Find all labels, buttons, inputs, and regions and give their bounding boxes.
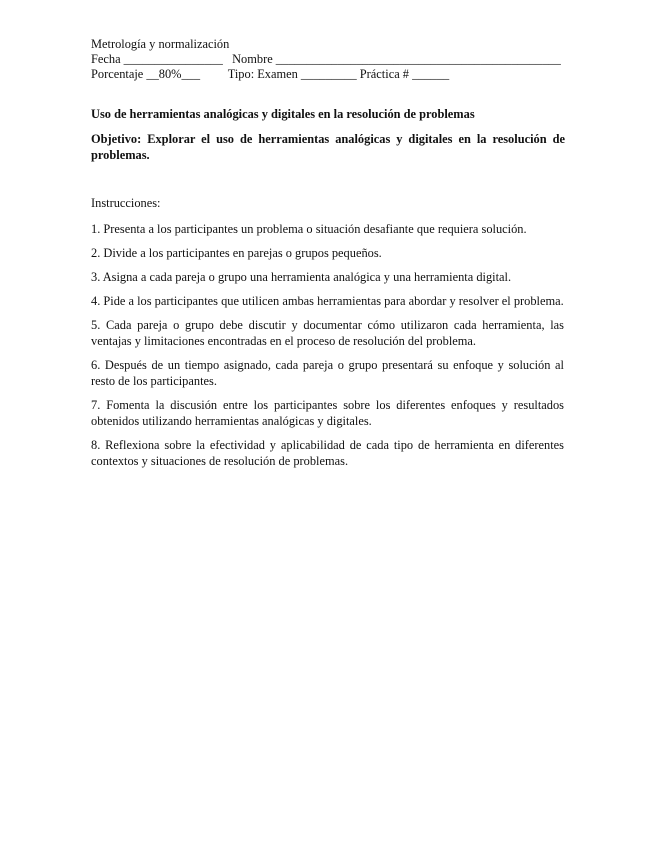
document-title: Uso de herramientas analógicas y digitales en la resolución de problemas bbox=[91, 107, 475, 121]
instruction-item: 5. Cada pareja o grupo debe discutir y documentar cómo utilizaron cada herramienta, las ventajas y limitaciones encontradas en el proceso de resolución del problema. bbox=[91, 318, 564, 348]
course-name: Metrología y normalización bbox=[91, 37, 230, 51]
instruction-item: 3. Asigna a cada pareja o grupo una herramienta analógica y una herramienta digital. bbox=[91, 270, 512, 284]
percentage-type-line: Porcentaje __80%___ Tipo: Examen _________ Práctica # ______ bbox=[91, 67, 450, 81]
instruction-item: 4. Pide a los participantes que utilicen ambas herramientas para abordar y resolver el problema. bbox=[91, 294, 564, 308]
date-name-line: Fecha ________________ Nombre ______________________________________________ bbox=[91, 52, 561, 66]
instructions-label: Instrucciones: bbox=[91, 196, 161, 210]
instruction-item: 2. Divide a los participantes en parejas o grupos pequeños. bbox=[91, 246, 382, 260]
instruction-item: 1. Presenta a los participantes un problema o situación desafiante que requiera solución. bbox=[91, 222, 527, 236]
objective-text: Objetivo: Explorar el uso de herramientas analógicas y digitales en la resolución de problemas. bbox=[91, 132, 565, 162]
instruction-item: 7. Fomenta la discusión entre los participantes sobre los diferentes enfoques y resultados obtenidos utilizando herramientas analógicas y digitales. bbox=[91, 398, 564, 428]
instructions-list bbox=[91, 221, 564, 477]
instruction-item: 8. Reflexiona sobre la efectividad y aplicabilidad de cada tipo de herramienta en diferentes contextos y situaciones de resolución de problemas. bbox=[91, 438, 564, 468]
instruction-item: 6. Después de un tiempo asignado, cada pareja o grupo presentará su enfoque y solución al resto de los participantes. bbox=[91, 358, 564, 388]
